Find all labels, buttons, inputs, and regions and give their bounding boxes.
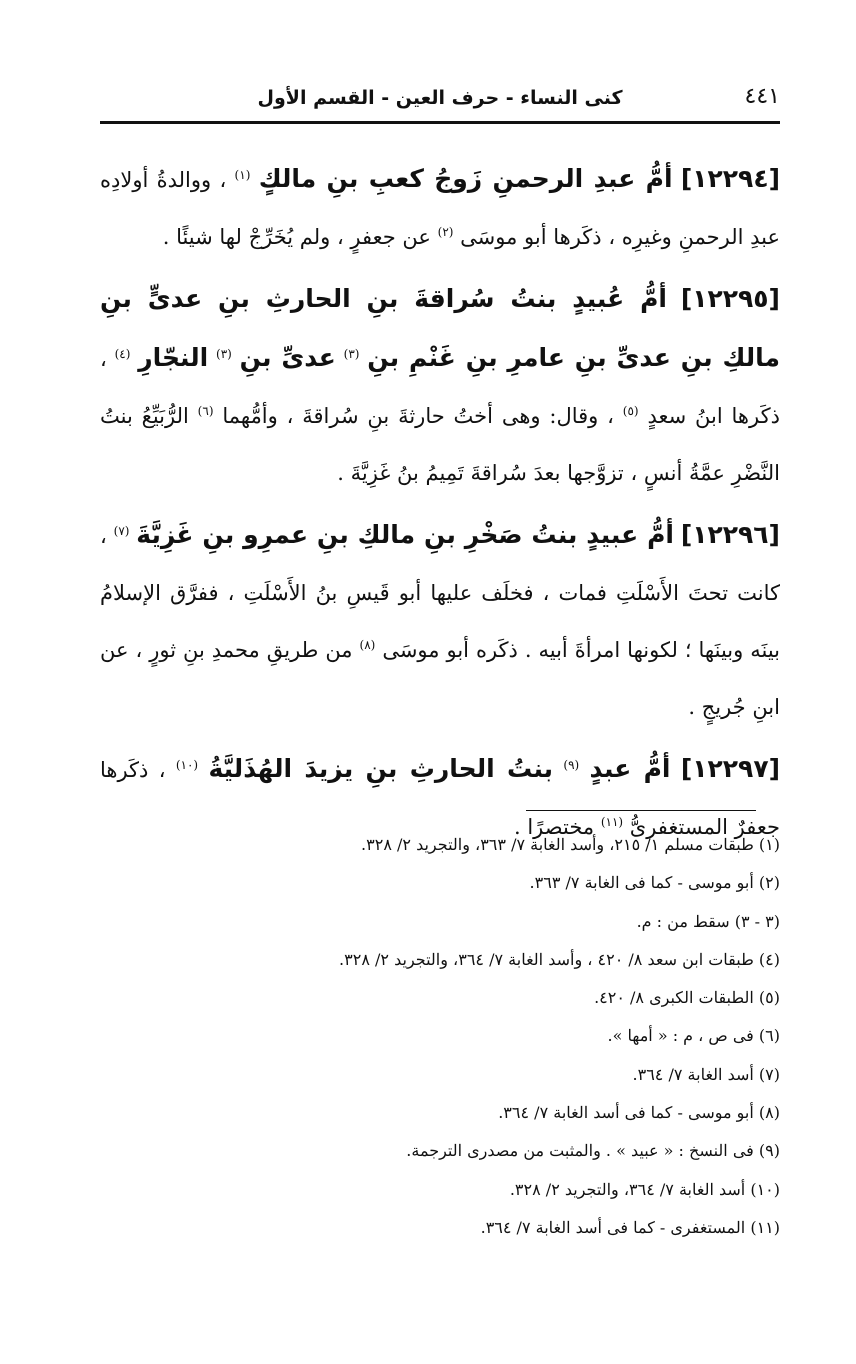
footnote-marker: (٥)	[622, 404, 639, 418]
page-number: ٤٤١	[744, 84, 780, 109]
footnote-item: (٤) طبقات ابن سعد ٨/ ٤٢٠ ، وأسد الغابة ٧/ ٣٦٤، والتجريد ٢/ ٣٢٨.	[339, 949, 780, 969]
entry-text: ، وقال: وهى أختُ حارثةَ بنِ سُراقةَ ، وأمُّهما	[222, 404, 614, 428]
footnote-separator	[526, 810, 756, 811]
entry-name: عدىِّ بنِ	[239, 343, 336, 372]
entry-name: أمُّ عبيدٍ بنتُ صَخْرِ بنِ مالكِ بنِ عمرِو بنِ غَزِيَّةَ	[136, 520, 674, 549]
footnote-marker: (١٠)	[175, 758, 199, 772]
entry-name: النجّارِ	[138, 343, 209, 372]
footnote-item: (٨) أبو موسى - كما فى أسد الغابة ٧/ ٣٦٤.	[498, 1103, 780, 1123]
footnote-item: (٣ - ٣) سقط من : م.	[636, 911, 780, 931]
footnote-marker: (٣)	[216, 347, 232, 361]
footnote-item: (٧) أسد الغابة ٧/ ٣٦٤.	[632, 1064, 780, 1084]
entry-number: [١٢٢٩٥]	[680, 284, 780, 313]
entry-paragraph	[100, 270, 780, 502]
entry-text: الرُّبَيِّعُ بنتُ النَّضْرِ عمَّةُ أنسٍ ، تزوَّجها بعدَ سُراقةَ تَمِيمُ بنُ غَزِيَّةَ .	[100, 404, 780, 485]
entry-text: ، ذكَرها جعفرٌ المستغفرىُّ	[100, 758, 780, 839]
header-rule	[100, 121, 780, 124]
footnote-marker: (٨)	[359, 638, 376, 652]
entry-paragraph	[100, 506, 780, 736]
footnote-marker: (٢)	[437, 225, 454, 239]
entry-name: أمُّ عبدِ الرحمنِ زَوجُ كعبِ بنِ مالكٍ	[258, 164, 673, 193]
entry-paragraph	[100, 150, 780, 266]
footnote-item: (١) طبقات مسلم ١/ ٢١٥، وأسد الغابة ٧/ ٣٦٣، والتجريد ٢/ ٣٢٨.	[361, 835, 780, 854]
footnote-item: (٥) الطبقات الكبرى ٨/ ٤٢٠.	[594, 988, 780, 1008]
entry-name: أمُّ عبدٍ	[589, 754, 671, 783]
entry-text: عن جعفرٍ ، ولم يُخَرِّجْ لها شيئًا .	[162, 225, 431, 249]
footnotes-list	[100, 826, 780, 1247]
footnote-marker: (٦)	[197, 404, 214, 418]
entry-text: ، ووالدةُ أولادِه عبدِ الرحمنِ وغيرِه ، ذكَرها أبو موسَى	[100, 168, 780, 249]
entry-text: ، كانت تحتَ الأَسْلَتِ فمات ، فخلَف عليها أبو قَيسِ بنُ الأَسْلَتِ ، ففرَّق الإسلامُ بينَه وبينَها ؛ لكونها امرأةَ أبيه . ذكَره أبو موسَى	[100, 524, 781, 662]
entry-number: [١٢٢٩٦]	[680, 520, 780, 549]
entry-text: مختصرًا .	[514, 815, 595, 839]
footnote-item: (٦) فى ص ، م : « أمها ».	[607, 1026, 780, 1046]
running-head	[100, 78, 780, 118]
footnote-marker: (٤)	[114, 347, 131, 361]
entry-number: [١٢٢٩٤]	[680, 164, 781, 193]
entry-text: من طريقِ محمدِ بنِ ثورٍ ، عن ابنِ جُريجٍ .	[100, 638, 780, 719]
entry-text: ، ذكَرها ابنُ سعدٍ	[100, 347, 780, 428]
footnote-marker: (٩)	[563, 758, 580, 772]
entry-number: [١٢٢٩٧]	[680, 754, 781, 783]
footnote-marker: (١١)	[600, 815, 624, 829]
footnote-marker: (٣)	[343, 347, 360, 361]
main-text	[100, 150, 780, 860]
footnote-item: (٢) أبو موسى - كما فى الغابة ٧/ ٣٦٣.	[529, 873, 780, 893]
footnote-marker: (٧)	[113, 524, 130, 538]
footnote-item: (٩) فى النسخ : « عبيد » . والمثبت من مصدرى الترجمة.	[406, 1141, 780, 1161]
footnote-item: (١١) المستغفرى - كما فى أسد الغابة ٧/ ٣٦٤.	[480, 1217, 780, 1237]
entry-name: أمُّ عُبيدٍ بنتُ سُراقةَ بنِ الحارثِ بنِ عدىٍّ بنِ مالكِ بنِ عدىِّ بنِ عامرِ بنِ غَنْمِ بنِ	[100, 284, 780, 372]
footnote-marker: (١)	[234, 168, 251, 182]
entry-name: بنتُ الحارثِ بنِ يزيدَ الهُذَليَّةُ	[208, 754, 554, 783]
footnote-item: (١٠) أسد الغابة ٧/ ٣٦٤، والتجريد ٢/ ٣٢٨.	[509, 1179, 780, 1199]
running-title: كنى النساء - حرف العين - القسم الأول	[257, 87, 623, 109]
